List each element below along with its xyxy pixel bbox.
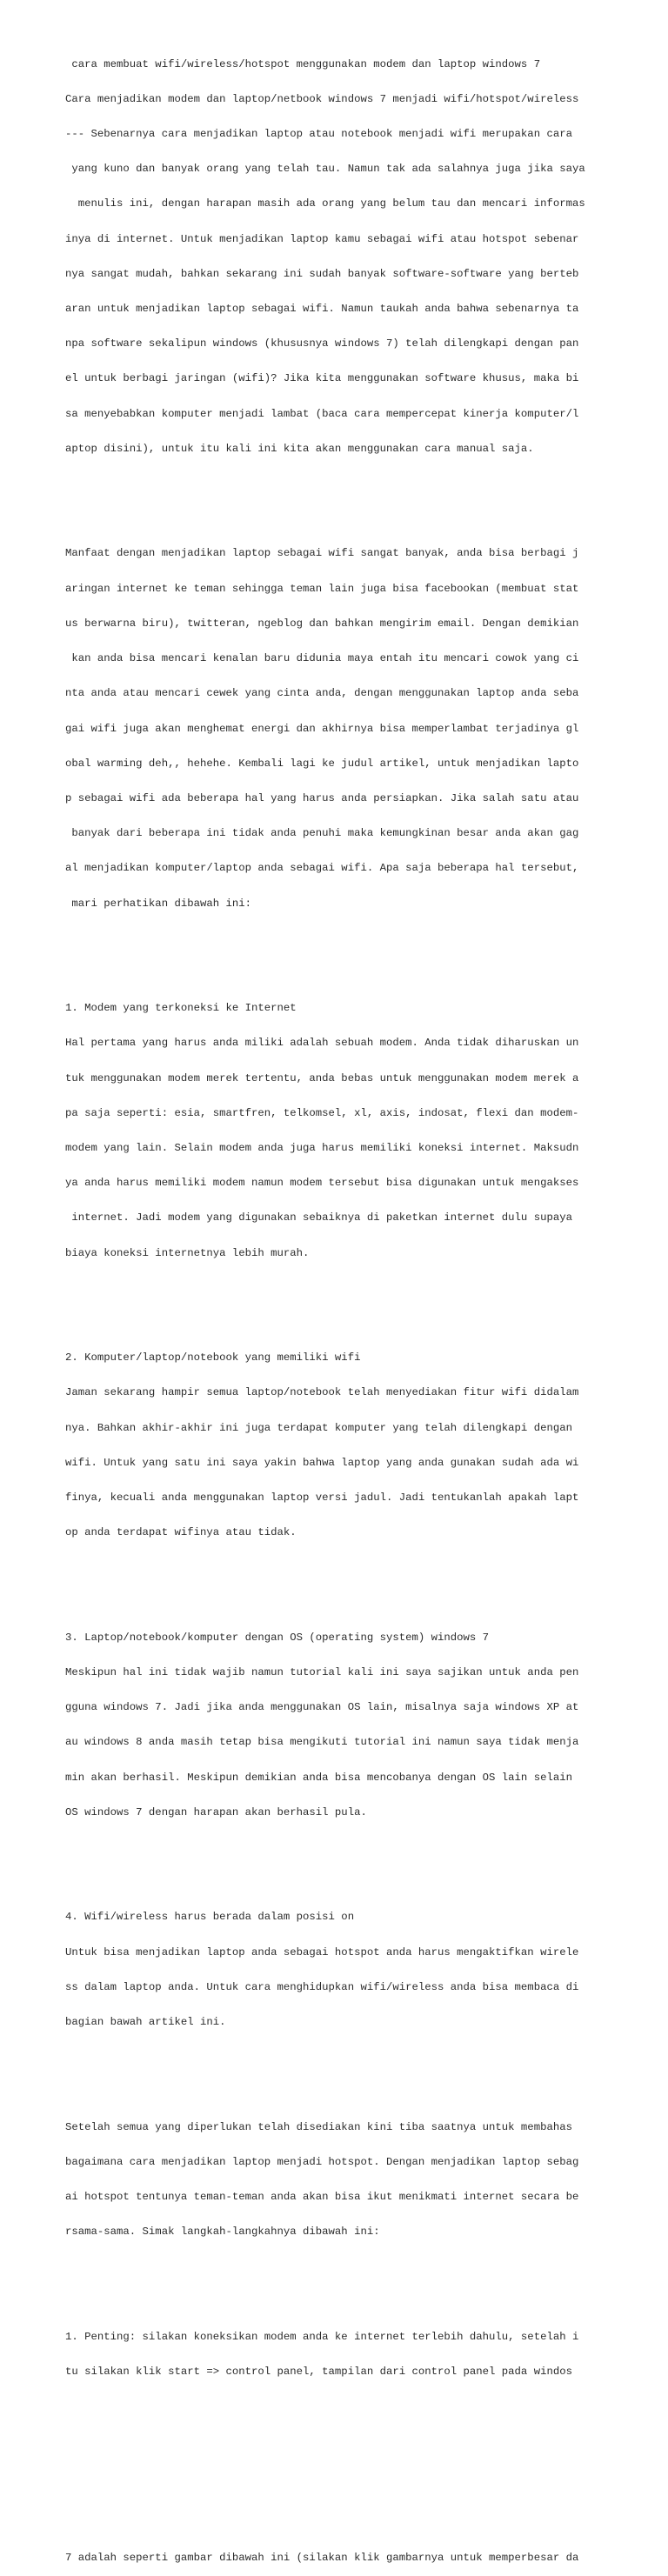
text-line: Cara menjadikan modem dan laptop/netbook windows 7 menjadi wifi/hotspot/wireless	[65, 92, 579, 105]
steps-intro-paragraph	[65, 2099, 657, 2262]
text-line: nya sangat mudah, bahkan sekarang ini sudah banyak software-software yang berteb	[65, 267, 579, 280]
text-line: aringan internet ke teman sehingga teman lain juga bisa facebookan (membuat stat	[65, 582, 579, 595]
text-line: al menjadikan komputer/laptop anda sebagai wifi. Apa saja beberapa hal tersebut,	[65, 862, 579, 875]
text-line: Jaman sekarang hampir semua laptop/notebook telah menyediakan fitur wifi didalam	[65, 1386, 579, 1399]
text-line: internet. Jadi modem yang digunakan sebaiknya di paketkan internet dulu supaya	[65, 1211, 572, 1225]
text-line: Meskipun hal ini tidak wajib namun tutorial kali ini saya sajikan untuk anda pen	[65, 1666, 579, 1679]
text-line: min akan berhasil. Meskipun demikian anda bisa mencobanya dengan OS lain selain	[65, 1771, 572, 1784]
document-text	[65, 12, 657, 2576]
text-line: menulis ini, dengan harapan masih ada orang yang belum tau dan mencari informas	[65, 197, 585, 210]
text-line: --- Sebenarnya cara menjadikan laptop atau notebook menjadi wifi merupakan cara	[65, 128, 572, 141]
text-line: au windows 8 anda masih tetap bisa mengikuti tutorial ini namun saya tidak menja	[65, 1736, 579, 1749]
text-line: cara membuat wifi/wireless/hotspot menggunakan modem dan laptop windows 7	[65, 57, 541, 70]
text-line: sa menyebabkan komputer menjadi lambat (baca cara mempercepat kinerja komputer/l	[65, 407, 579, 420]
text-line: npa software sekalipun windows (khususnya windows 7) telah dilengkapi dengan pan	[65, 337, 579, 350]
text-line: us berwarna biru), twitteran, ngeblog dan bahkan mengirim email. Dengan demikian	[65, 617, 579, 630]
text-line: ya anda harus memiliki modem namun modem tersebut bisa digunakan untuk mengakses	[65, 1177, 579, 1190]
text-line: OS windows 7 dengan harapan akan berhasil pula.	[65, 1805, 367, 1819]
text-line: nta anda atau mencari cewek yang cinta anda, dengan menggunakan laptop anda seba	[65, 687, 579, 700]
intro-paragraph	[65, 36, 657, 478]
text-line: 1. Penting: silakan koneksikan modem anda ke internet terlebih dahulu, setelah i	[65, 2330, 579, 2343]
text-line: mari perhatikan dibawah ini:	[65, 897, 252, 910]
text-line: el untuk berbagi jaringan (wifi)? Jika kita menggunakan software khusus, maka bi	[65, 372, 579, 385]
text-line: ss dalam laptop anda. Untuk cara menghidupkan wifi/wireless anda bisa membaca di	[65, 1980, 579, 1993]
text-line: Setelah semua yang diperlukan telah disediakan kini tiba saatnya untuk membahas	[65, 2120, 572, 2133]
text-line: gguna windows 7. Jadi jika anda menggunakan OS lain, misalnya saja windows XP at	[65, 1701, 579, 1714]
benefits-paragraph	[65, 525, 657, 933]
text-line: 3. Laptop/notebook/komputer dengan OS (operating system) windows 7	[65, 1631, 490, 1644]
text-line: rsama-sama. Simak langkah-langkahnya dibawah ini:	[65, 2226, 380, 2239]
text-line: bagaimana cara menjadikan laptop menjadi hotspot. Dengan menjadikan laptop sebag	[65, 2155, 579, 2168]
text-line: ai hotspot tentunya teman-teman anda akan bisa ikut menikmati internet secara be	[65, 2191, 579, 2204]
text-line: nya. Bahkan akhir-akhir ini juga terdapat komputer yang telah dilengkapi dengan	[65, 1421, 572, 1434]
text-line: aptop disini), untuk itu kali ini kita akan menggunakan cara manual saja.	[65, 442, 534, 455]
blank-space	[65, 2437, 657, 2518]
requirement-windows7	[65, 1609, 657, 1842]
text-line: 4. Wifi/wireless harus berada dalam posisi on	[65, 1911, 355, 1924]
requirement-modem	[65, 979, 657, 1282]
text-line: tuk menggunakan modem merek tertentu, anda bebas untuk menggunakan modem merek a	[65, 1071, 579, 1084]
text-line: aran untuk menjadikan laptop sebagai wifi. Namun taukah anda bahwa sebenarnya ta	[65, 303, 579, 316]
text-line: op anda terdapat wifinya atau tidak.	[65, 1526, 297, 1539]
text-line: Hal pertama yang harus anda miliki adalah sebuah modem. Anda tidak diharuskan un	[65, 1037, 579, 1050]
text-line: yang kuno dan banyak orang yang telah tau. Namun tak ada salahnya juga jika saya	[65, 163, 585, 176]
footer-text-line: 7 adalah seperti gambar dibawah ini (silakan klik gambarnya untuk memperbesar da	[65, 2551, 579, 2564]
text-line: p sebagai wifi ada beberapa hal yang harus anda persiapkan. Jika salah satu atau	[65, 791, 579, 804]
text-line: bagian bawah artikel ini.	[65, 2016, 226, 2029]
text-line: tu silakan klik start => control panel, tampilan dari control panel pada windos	[65, 2366, 572, 2379]
text-line: finya, kecuali anda menggunakan laptop versi jadul. Jadi tentukanlah apakah lapt	[65, 1492, 579, 1504]
text-line: pa saja seperti: esia, smartfren, telkomsel, xl, axis, indosat, flexi dan modem-	[65, 1106, 579, 1119]
requirement-wifi-on	[65, 1889, 657, 2052]
text-line: kan anda bisa mencari kenalan baru didunia maya entah itu mencari cowok yang ci	[65, 652, 579, 665]
requirement-laptop-wifi	[65, 1329, 657, 1562]
text-line: wifi. Untuk yang satu ini saya yakin bahwa laptop yang anda gunakan sudah ada wi	[65, 1456, 579, 1469]
text-line: obal warming deh,, hehehe. Kembali lagi ke judul artikel, untuk menjadikan lapto	[65, 757, 579, 770]
step-1-paragraph	[65, 2308, 657, 2401]
text-line: modem yang lain. Selain modem anda juga harus memiliki koneksi internet. Maksudn	[65, 1141, 579, 1154]
text-line: banyak dari beberapa ini tidak anda penuhi maka kemungkinan besar anda akan gag	[65, 827, 579, 840]
text-line: 1. Modem yang terkoneksi ke Internet	[65, 1002, 297, 1015]
text-line: gai wifi juga akan menghemat energi dan akhirnya bisa memperlambat terjadinya gl	[65, 722, 579, 735]
text-line: 2. Komputer/laptop/notebook yang memiliki wifi	[65, 1351, 361, 1365]
text-line: inya di internet. Untuk menjadikan laptop kamu sebagai wifi atau hotspot sebenar	[65, 232, 579, 245]
text-line: biaya koneksi internetnya lebih murah.	[65, 1246, 310, 1259]
text-line: Untuk bisa menjadikan laptop anda sebagai hotspot anda harus mengaktifkan wirele	[65, 1945, 579, 1959]
text-line: Manfaat dengan menjadikan laptop sebagai wifi sangat banyak, anda bisa berbagi j	[65, 547, 579, 560]
